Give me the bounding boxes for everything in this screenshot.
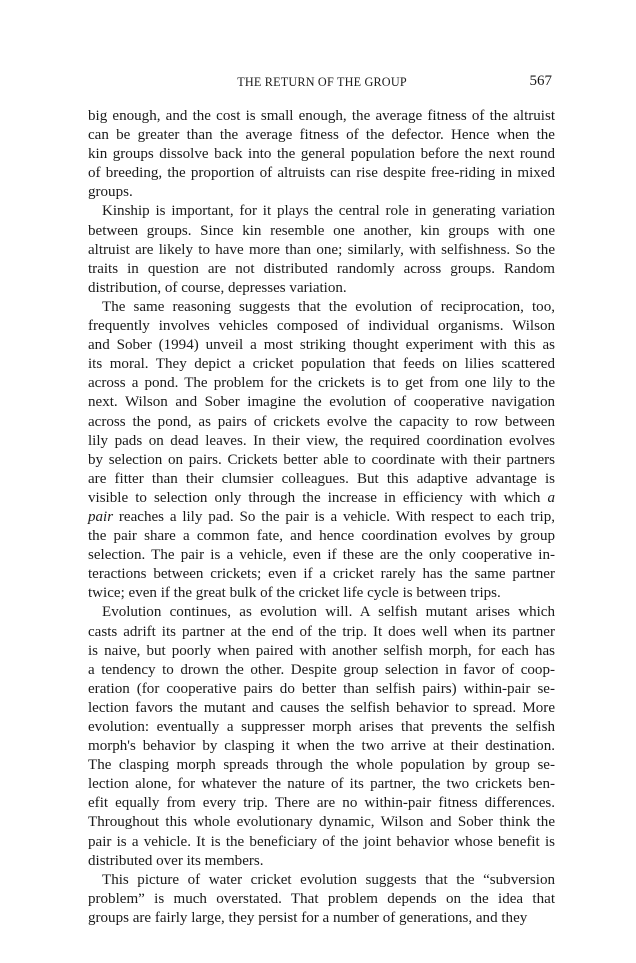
- text-line: efit equally from every trip. There are no within-pair fitness differences.: [88, 795, 555, 812]
- running-title: THE RETURN OF THE GROUP: [237, 75, 407, 89]
- body-text: [88, 107, 555, 928]
- text-line: lection alone, for whatever the nature of its partner, the two crickets ben-: [88, 776, 555, 793]
- text-line: kin groups dissolve back into the general population before the next round: [88, 146, 555, 163]
- text-line: frequently involves vehicles composed of individual organisms. Wilson: [88, 318, 555, 335]
- text-line: casts adrift its partner at the end of the trip. It does well when its partner: [88, 623, 555, 640]
- text-line: teractions between crickets; even if a cricket rarely has the same partner: [88, 566, 555, 583]
- text-line: selection. The pair is a vehicle, even if these are the only cooperative in-: [88, 547, 555, 564]
- running-head: [88, 74, 556, 92]
- text-line: visible to selection only through the increase in efficiency with which a: [88, 489, 555, 506]
- text-line: traits in question are not distributed randomly across groups. Random: [88, 260, 555, 277]
- text-line: twice; even if the great bulk of the cricket life cycle is between trips.: [88, 585, 501, 602]
- text-line: evolution: eventually a suppresser morph arises that prevents the selfish: [88, 719, 555, 735]
- text-line: across the pond, as pairs of crickets evolve the capacity to row between: [88, 413, 555, 430]
- paragraph: [88, 603, 555, 870]
- text-line: by selection on pairs. Crickets better able to coordinate with their partners: [88, 451, 555, 468]
- text-line: next. Wilson and Sober imagine the evolution of cooperative navigation: [88, 394, 555, 411]
- text-line: This picture of water cricket evolution suggests that the “subversion: [102, 871, 555, 888]
- text-line: pair reaches a lily pad. So the pair is a vehicle. With respect to each trip,: [88, 508, 555, 525]
- text-line: is naive, but poorly when paired with another selfish morph, for each has: [88, 642, 555, 659]
- text-line: are fitter than their clumsier colleagues. But this adaptive advantage is: [88, 470, 555, 487]
- text-line: pair is a vehicle. It is the beneficiary of the joint behavior whose benefit is: [88, 833, 555, 850]
- text-line: groups.: [88, 184, 133, 201]
- paragraph: [88, 107, 555, 202]
- text-line: big enough, and the cost is small enough, the average fitness of the altruist: [88, 108, 555, 124]
- text-line: between groups. Since kin resemble one another, kin groups with one: [88, 222, 555, 239]
- text-line: across a pond. The problem for the crickets is to get from one lily to the: [88, 375, 555, 392]
- text-line: eration (for cooperative pairs do better than selfish pairs) within-pair se-: [88, 680, 555, 697]
- text-line: altruist are likely to have more than one; similarly, with selfishness. So the: [88, 241, 555, 258]
- text-line: The same reasoning suggests that the evolution of reciprocation, too,: [102, 298, 555, 315]
- text-line: lily pads on dead leaves. In their view, the required coordination evolves: [88, 432, 555, 449]
- paragraph: [88, 298, 555, 604]
- page-number: 567: [529, 73, 552, 89]
- paragraph: [88, 871, 555, 928]
- text-line: a tendency to drown the other. Despite group selection in favor of coop-: [88, 661, 555, 678]
- text-line: groups are fairly large, they persist for a number of generations, and they: [88, 909, 528, 926]
- text-line: of breeding, the proportion of altruists can rise despite free-riding in mixed: [88, 165, 555, 182]
- text-line: and Sober (1994) unveil a most striking thought experiment with this as: [88, 337, 555, 354]
- text-line: distribution, of course, depresses variation.: [88, 279, 347, 296]
- paragraph: [88, 202, 555, 297]
- text-line: its moral. They depict a cricket population that feeds on lilies scattered: [88, 356, 555, 373]
- text-line: Throughout this whole evolutionary dynamic, Wilson and Sober think the: [88, 814, 555, 831]
- text-line: the pair share a common fate, and hence coordination evolves by group: [88, 528, 555, 545]
- text-line: Kinship is important, for it plays the central role in generating variation: [102, 203, 555, 220]
- text-line: Evolution continues, as evolution will. A selfish mutant arises which: [102, 604, 555, 621]
- text-line: The clasping morph spreads through the whole population by group se-: [88, 757, 555, 774]
- text-line: problem” is much overstated. That problem depends on the idea that: [88, 890, 555, 907]
- text-line: lection favors the mutant and causes the selfish behavior to spread. More: [88, 699, 555, 716]
- text-line: distributed over its members.: [88, 852, 264, 869]
- text-line: morph's behavior by clasping it when the two arrive at their destination.: [88, 738, 555, 755]
- text-line: can be greater than the average fitness of the defector. Hence when the: [88, 127, 555, 144]
